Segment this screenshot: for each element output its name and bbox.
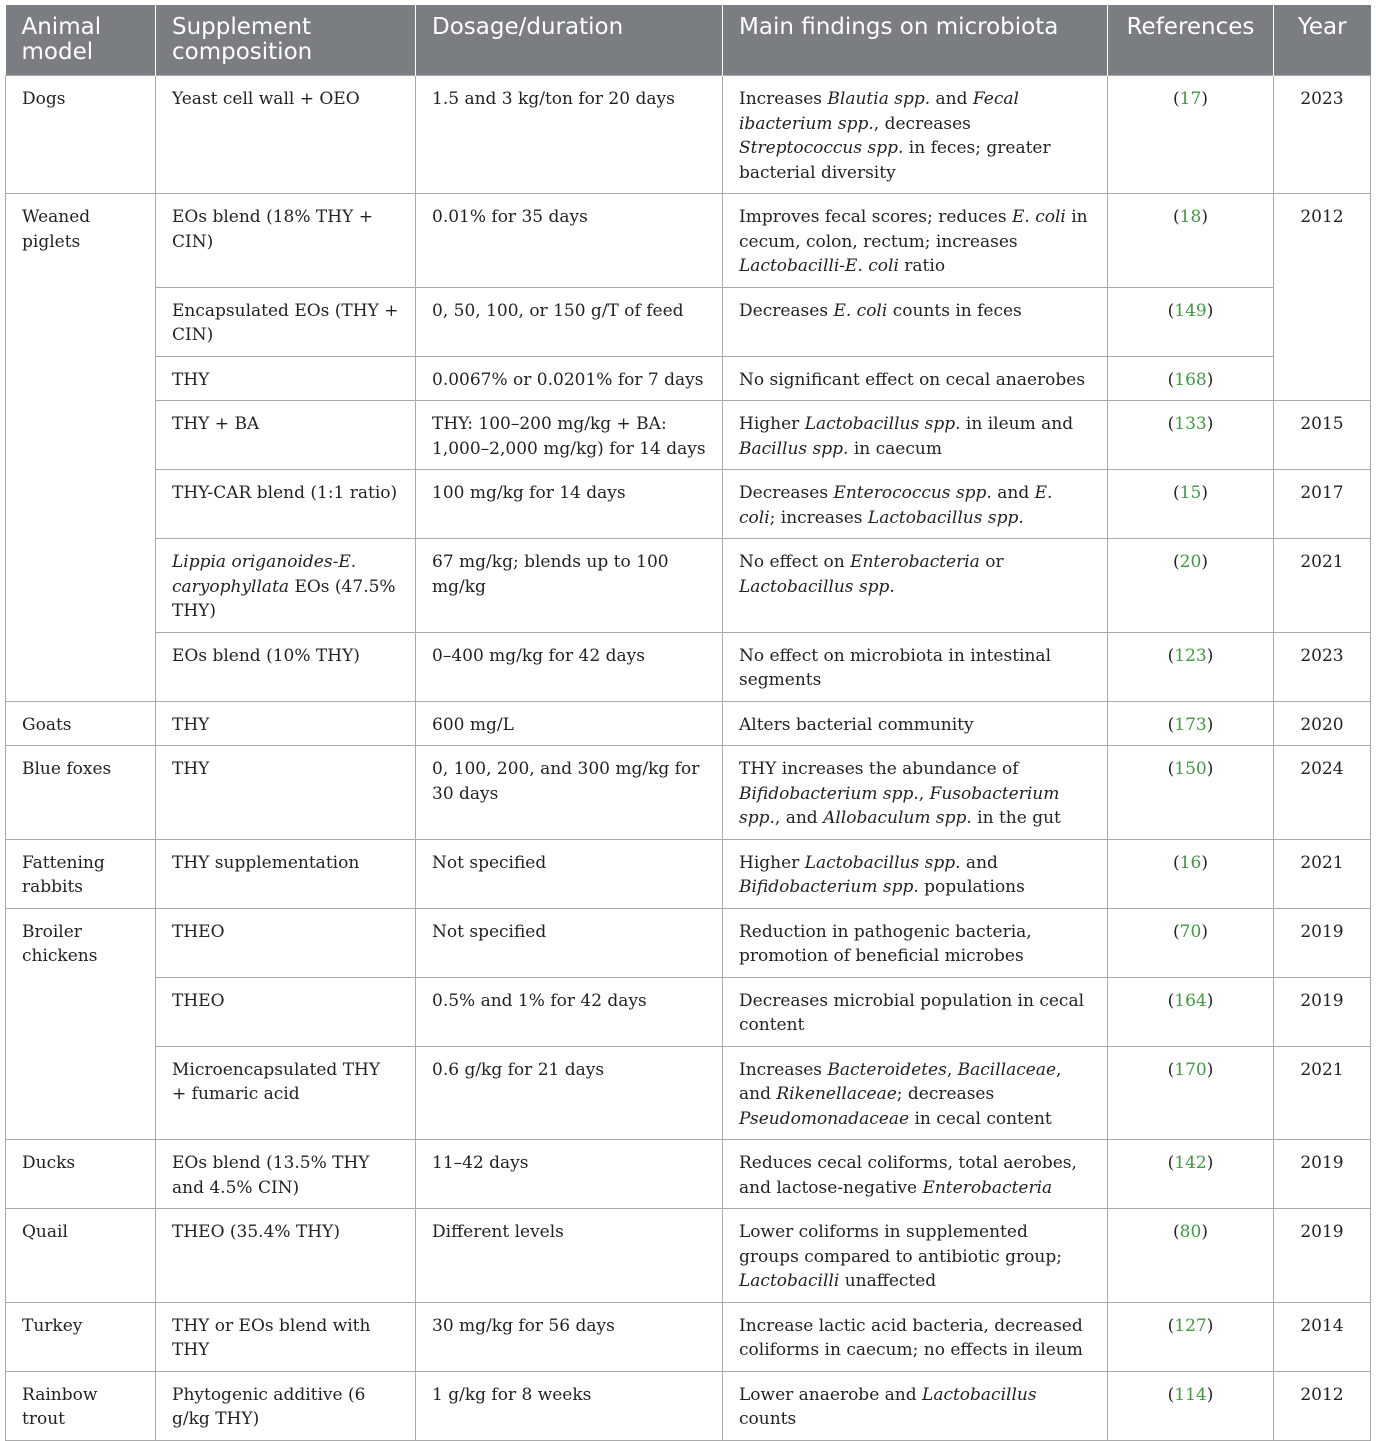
table-row — [6, 1046, 1371, 1140]
cell-year: 2023 — [1274, 632, 1371, 701]
cell-year: 2019 — [1274, 908, 1371, 977]
cell-year: 2019 — [1274, 977, 1371, 1046]
cell-animal: Goats — [6, 701, 156, 746]
cell-reference[interactable]: (150) — [1108, 746, 1274, 840]
table-row — [6, 470, 1371, 539]
reference-link[interactable]: 15 — [1179, 483, 1202, 503]
cell-year: 2015 — [1274, 401, 1371, 470]
cell-year: 2014 — [1274, 1302, 1371, 1371]
cell-findings: No significant effect on cecal anaerobes — [723, 356, 1108, 401]
cell-reference[interactable]: (123) — [1108, 632, 1274, 701]
cell-dosage: 0.6 g/kg for 21 days — [416, 1046, 723, 1140]
cell-reference[interactable]: (170) — [1108, 1046, 1274, 1140]
table-row — [6, 1371, 1371, 1440]
cell-reference[interactable]: (127) — [1108, 1302, 1274, 1371]
cell-animal: Quail — [6, 1209, 156, 1303]
cell-reference[interactable]: (70) — [1108, 908, 1274, 977]
header-animal-model: Animal model — [6, 5, 156, 76]
cell-reference[interactable]: (133) — [1108, 401, 1274, 470]
cell-dosage: 0–400 mg/kg for 42 days — [416, 632, 723, 701]
cell-dosage: 0.0067% or 0.0201% for 7 days — [416, 356, 723, 401]
cell-findings: Higher Lactobacillus spp. and Bifidobacterium spp. populations — [723, 839, 1108, 908]
microbiota-table — [5, 5, 1371, 1441]
table-body — [6, 76, 1371, 1441]
reference-link[interactable]: 133 — [1174, 414, 1207, 434]
cell-year: 2021 — [1274, 1046, 1371, 1140]
reference-link[interactable]: 114 — [1174, 1384, 1207, 1405]
reference-link[interactable]: 170 — [1174, 1059, 1207, 1080]
cell-dosage: 67 mg/kg; blends up to 100 mg/kg — [416, 539, 723, 633]
table-row — [6, 908, 1371, 977]
cell-supplement: THY supplementation — [156, 839, 416, 908]
table-row — [6, 76, 1371, 194]
reference-link[interactable]: 18 — [1179, 207, 1202, 227]
cell-year: 2024 — [1274, 746, 1371, 840]
cell-year: 2021 — [1274, 539, 1371, 633]
cell-supplement: THY — [156, 701, 416, 746]
reference-link[interactable]: 173 — [1174, 714, 1207, 735]
table-row — [6, 1140, 1371, 1209]
cell-reference[interactable]: (20) — [1108, 539, 1274, 633]
cell-supplement: THY or EOs blend with THY — [156, 1302, 416, 1371]
cell-reference[interactable]: (142) — [1108, 1140, 1274, 1209]
cell-reference[interactable]: (17) — [1108, 76, 1274, 194]
header-row — [6, 5, 1371, 76]
cell-reference[interactable]: (168) — [1108, 356, 1274, 401]
cell-dosage: 1 g/kg for 8 weeks — [416, 1371, 723, 1440]
cell-dosage: 11–42 days — [416, 1140, 723, 1209]
cell-findings: Improves fecal scores; reduces E. coli in cecum, colon, rectum; increases Lactobacilli-E. coli ratio — [723, 194, 1108, 288]
cell-findings: Lower coliforms in supplemented groups compared to antibiotic group; Lactobacilli unaffected — [723, 1209, 1108, 1303]
cell-findings: THY increases the abundance of Bifidobacterium spp., Fusobacterium spp., and Allobaculum spp. in the gut — [723, 746, 1108, 840]
reference-link[interactable]: 17 — [1179, 89, 1202, 109]
table-row — [6, 539, 1371, 633]
cell-reference[interactable]: (114) — [1108, 1371, 1274, 1440]
reference-link[interactable]: 70 — [1179, 921, 1202, 942]
cell-reference[interactable]: (149) — [1108, 287, 1274, 356]
header-main-findings: Main findings on microbiota — [723, 5, 1108, 76]
cell-supplement: THY + BA — [156, 401, 416, 470]
cell-findings: No effect on Enterobacteria or Lactobacillus spp. — [723, 539, 1108, 633]
table-row — [6, 1302, 1371, 1371]
cell-animal: Ducks — [6, 1140, 156, 1209]
cell-findings: Increases Blautia spp. and Fecal ibacterium spp., decreases Streptococcus spp. in feces; greater bacterial diversity — [723, 76, 1108, 194]
cell-findings: Decreases E. coli counts in feces — [723, 287, 1108, 356]
cell-supplement: Microencapsulated THY + fumaric acid — [156, 1046, 416, 1140]
reference-link[interactable]: 123 — [1174, 645, 1207, 666]
cell-supplement: THY — [156, 746, 416, 840]
reference-link[interactable]: 16 — [1179, 852, 1202, 873]
cell-dosage: 0.5% and 1% for 42 days — [416, 977, 723, 1046]
cell-dosage: 0, 100, 200, and 300 mg/kg for 30 days — [416, 746, 723, 840]
table-row — [6, 746, 1371, 840]
cell-findings: Lower anaerobe and Lactobacillus counts — [723, 1371, 1108, 1440]
cell-animal: Blue foxes — [6, 746, 156, 840]
table-row — [6, 701, 1371, 746]
cell-dosage: Not specified — [416, 839, 723, 908]
cell-findings: Increases Bacteroidetes, Bacillaceae, and Rikenellaceae; decreases Pseudomonadaceae in cecal content — [723, 1046, 1108, 1140]
cell-supplement: THEO — [156, 977, 416, 1046]
cell-supplement: THY — [156, 356, 416, 401]
cell-dosage: 600 mg/L — [416, 701, 723, 746]
cell-dosage: 0, 50, 100, or 150 g/T of feed — [416, 287, 723, 356]
cell-reference[interactable]: (173) — [1108, 701, 1274, 746]
cell-animal: Broiler chickens — [6, 908, 156, 1140]
cell-animal: Weaned piglets — [6, 194, 156, 702]
cell-dosage: Different levels — [416, 1209, 723, 1303]
cell-supplement: Lippia origanoides-E. caryophyllata EOs (47.5% THY) — [156, 539, 416, 633]
reference-link[interactable]: 168 — [1174, 369, 1207, 390]
cell-animal: Rainbow trout — [6, 1371, 156, 1440]
cell-animal: Fattening rabbits — [6, 839, 156, 908]
cell-supplement: EOs blend (10% THY) — [156, 632, 416, 701]
reference-link[interactable]: 80 — [1179, 1222, 1202, 1242]
cell-year: 2012 — [1274, 194, 1371, 401]
cell-supplement: THY-CAR blend (1:1 ratio) — [156, 470, 416, 539]
cell-supplement: THEO (35.4% THY) — [156, 1209, 416, 1303]
cell-findings: Decreases Enterococcus spp. and E. coli; increases Lactobacillus spp. — [723, 470, 1108, 539]
reference-link[interactable]: 142 — [1174, 1153, 1207, 1173]
cell-year: 2019 — [1274, 1209, 1371, 1303]
cell-supplement: Yeast cell wall + OEO — [156, 76, 416, 194]
cell-supplement: Phytogenic additive (6 g/kg THY) — [156, 1371, 416, 1440]
cell-supplement: THEO — [156, 908, 416, 977]
header-dosage-duration: Dosage/duration — [416, 5, 723, 76]
cell-findings: Alters bacterial community — [723, 701, 1108, 746]
table-row — [6, 977, 1371, 1046]
cell-year: 2019 — [1274, 1140, 1371, 1209]
reference-link[interactable]: 127 — [1174, 1315, 1207, 1336]
cell-animal: Dogs — [6, 76, 156, 194]
cell-reference[interactable]: (80) — [1108, 1209, 1274, 1303]
cell-dosage: 100 mg/kg for 14 days — [416, 470, 723, 539]
cell-animal: Turkey — [6, 1302, 156, 1371]
cell-year: 2012 — [1274, 1371, 1371, 1440]
cell-supplement: Encapsulated EOs (THY + CIN) — [156, 287, 416, 356]
cell-findings: Higher Lactobacillus spp. in ileum and Bacillus spp. in caecum — [723, 401, 1108, 470]
cell-findings: Decreases microbial population in cecal content — [723, 977, 1108, 1046]
reference-link[interactable]: 150 — [1174, 759, 1207, 779]
cell-year: 2017 — [1274, 470, 1371, 539]
cell-supplement: EOs blend (13.5% THY and 4.5% CIN) — [156, 1140, 416, 1209]
table-row — [6, 632, 1371, 701]
header-year: Year — [1274, 5, 1371, 76]
cell-findings: No effect on microbiota in intestinal segments — [723, 632, 1108, 701]
header-supplement-composition: Supplement composition — [156, 5, 416, 76]
table-row — [6, 287, 1371, 356]
cell-reference[interactable]: (15) — [1108, 470, 1274, 539]
table-row — [6, 1209, 1371, 1303]
table-row — [6, 401, 1371, 470]
cell-dosage: 1.5 and 3 kg/ton for 20 days — [416, 76, 723, 194]
cell-dosage: Not specified — [416, 908, 723, 977]
table-row — [6, 194, 1371, 288]
cell-dosage: 0.01% for 35 days — [416, 194, 723, 288]
cell-dosage: 30 mg/kg for 56 days — [416, 1302, 723, 1371]
cell-year: 2021 — [1274, 839, 1371, 908]
reference-link[interactable]: 164 — [1174, 990, 1207, 1011]
reference-link[interactable]: 20 — [1179, 552, 1202, 572]
table-row — [6, 839, 1371, 908]
cell-dosage: THY: 100–200 mg/kg + BA: 1,000–2,000 mg/kg) for 14 days — [416, 401, 723, 470]
cell-reference[interactable]: (16) — [1108, 839, 1274, 908]
cell-findings: Reduction in pathogenic bacteria, promotion of beneficial microbes — [723, 908, 1108, 977]
cell-findings: Reduces cecal coliforms, total aerobes, and lactose-negative Enterobacteria — [723, 1140, 1108, 1209]
header-references: References — [1108, 5, 1274, 76]
cell-reference[interactable]: (164) — [1108, 977, 1274, 1046]
cell-year: 2023 — [1274, 76, 1371, 194]
cell-supplement: EOs blend (18% THY + CIN) — [156, 194, 416, 288]
table-row — [6, 356, 1371, 401]
cell-reference[interactable]: (18) — [1108, 194, 1274, 288]
cell-year: 2020 — [1274, 701, 1371, 746]
cell-findings: Increase lactic acid bacteria, decreased coliforms in caecum; no effects in ileum — [723, 1302, 1108, 1371]
reference-link[interactable]: 149 — [1174, 300, 1207, 321]
